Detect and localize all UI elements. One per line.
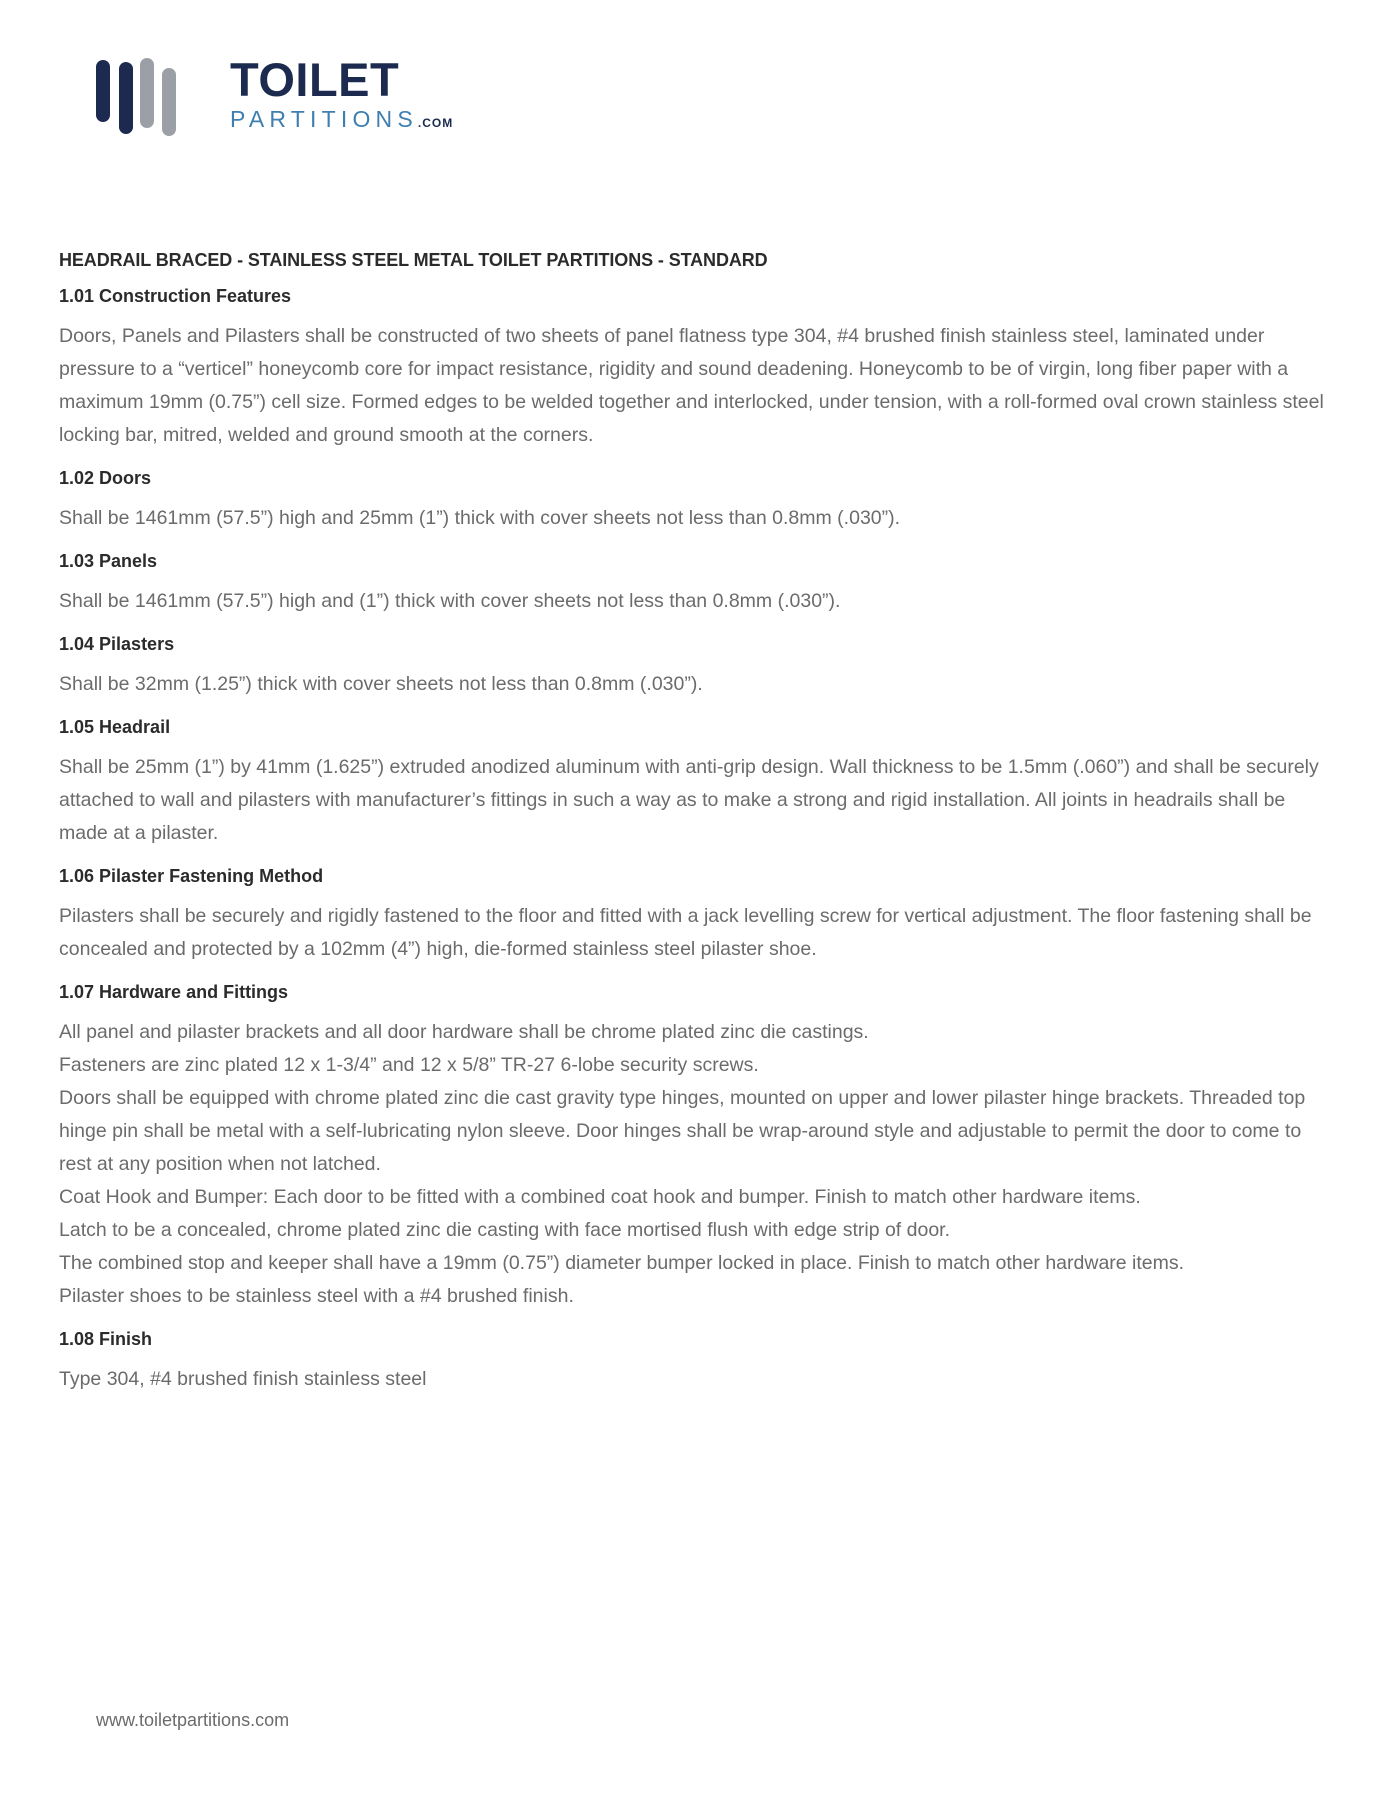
logo-subtitle — [230, 108, 453, 131]
section-body — [59, 668, 1335, 701]
document-body — [59, 236, 1335, 1410]
section-paragraph: Doors shall be equipped with chrome plated zinc die cast gravity type hinges, mounted on upper and lower pilaster hinge brackets. Threaded top hinge pin shall be metal with a self-lubricating nylon sleeve. Door hinges shall be wrap-around style and adjustable to permit the door to come to rest at any position when not latched. — [59, 1087, 1306, 1175]
logo-bar — [162, 68, 176, 136]
section-body — [59, 751, 1335, 850]
section-heading: 1.01 Construction Features — [59, 286, 292, 306]
section-heading: 1.02 Doors — [59, 468, 152, 488]
section-paragraph: Latch to be a concealed, chrome plated zinc die casting with face mortised flush with edge strip of door. — [59, 1219, 951, 1241]
section-paragraph: Shall be 32mm (1.25”) thick with cover sheets not less than 0.8mm (.030”). — [59, 673, 703, 695]
company-logo — [96, 53, 456, 138]
section-paragraph: All panel and pilaster brackets and all door hardware shall be chrome plated zinc die castings. — [59, 1021, 869, 1043]
section-paragraph: The combined stop and keeper shall have a 19mm (0.75”) diameter bumper locked in place. Finish to match other hardware items. — [59, 1252, 1185, 1274]
section-paragraph: Shall be 1461mm (57.5”) high and 25mm (1”) thick with cover sheets not less than 0.8mm (.030”). — [59, 507, 901, 529]
section-paragraph: Type 304, #4 brushed finish stainless steel — [59, 1368, 427, 1390]
section-body — [59, 502, 1335, 535]
section-heading: 1.06 Pilaster Fastening Method — [59, 866, 324, 886]
logo-bar — [119, 62, 133, 134]
section-heading: 1.07 Hardware and Fittings — [59, 982, 289, 1002]
section-paragraph: Doors, Panels and Pilasters shall be constructed of two sheets of panel flatness type 304, #4 brushed finish stainless steel, laminated under pressure to a “verticel” honeycomb core for impact resistance, rigidity and sound deadening. Honeycomb to be of virgin, long fiber paper with a maximum 19mm (0.75”) cell size. Formed edges to be welded together and interlocked, under tension, with a roll-formed oval crown stainless steel locking bar, mitred, welded and ground smooth at the corners. — [59, 325, 1324, 446]
section-body — [59, 900, 1335, 966]
logo-subtitle-suffix: .COM — [417, 116, 454, 130]
section-heading: 1.03 Panels — [59, 551, 158, 571]
section-paragraph: Pilasters shall be securely and rigidly fastened to the floor and fitted with a jack levelling screw for vertical adjustment. The floor fastening shall be concealed and protected by a 102mm (4”) high, die-formed stainless steel pilaster shoe. — [59, 905, 1312, 960]
section-body — [59, 320, 1335, 452]
logo-wordmark: TOILET — [230, 53, 400, 106]
section-body — [59, 1016, 1335, 1313]
logo-bar — [140, 58, 154, 128]
sections-list — [59, 284, 1335, 1396]
section-paragraph: Coat Hook and Bumper: Each door to be fitted with a combined coat hook and bumper. Finish to match other hardware items. — [59, 1186, 1141, 1208]
section-paragraph: Pilaster shoes to be stainless steel with a #4 brushed finish. — [59, 1285, 574, 1307]
section-paragraph: Shall be 25mm (1”) by 41mm (1.625”) extruded anodized aluminum with anti-grip design. Wall thickness to be 1.5mm (.060”) and shall be securely attached to wall and pilasters with manufacturer’s fittings in such a way as to make a strong and rigid installation. All joints in headrails shall be made at a pilaster. — [59, 756, 1319, 844]
document-title: HEADRAIL BRACED - STAINLESS STEEL METAL TOILET PARTITIONS - STANDARD — [59, 250, 768, 270]
logo-bar — [96, 60, 110, 122]
footer-url: www.toiletpartitions.com — [96, 1710, 290, 1730]
logo-bars-icon — [96, 58, 178, 138]
logo-subtitle-text: PARTITIONS — [230, 106, 418, 132]
section-body — [59, 585, 1335, 618]
section-paragraph: Fasteners are zinc plated 12 x 1-3/4” and 12 x 5/8” TR-27 6-lobe security screws. — [59, 1054, 759, 1076]
section-heading: 1.08 Finish — [59, 1329, 153, 1349]
section-paragraph: Shall be 1461mm (57.5”) high and (1”) thick with cover sheets not less than 0.8mm (.030”). — [59, 590, 841, 612]
section-heading: 1.04 Pilasters — [59, 634, 175, 654]
section-body — [59, 1363, 1335, 1396]
section-heading: 1.05 Headrail — [59, 717, 171, 737]
